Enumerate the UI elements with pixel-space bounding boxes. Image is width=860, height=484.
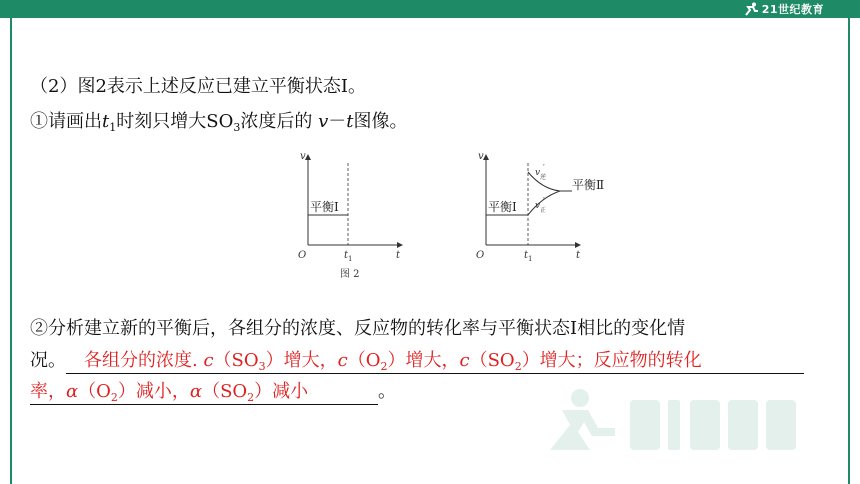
ans1-segment: 各组分的浓度. xyxy=(84,350,198,371)
frame-right-border xyxy=(848,18,850,484)
ans1-segment: c xyxy=(459,350,470,371)
fig1-label: 平衡Ⅰ xyxy=(310,200,339,214)
fig2-v-fwd-prime: ′ xyxy=(543,196,545,205)
figure-2 xyxy=(476,151,604,263)
fig1-y-label: v xyxy=(300,151,306,162)
fig2-v-fwd-sub: 正 xyxy=(540,207,547,214)
ans1-segment: 2 xyxy=(380,360,388,373)
fig2-v-rev: v xyxy=(535,168,541,178)
v-t-figures xyxy=(280,145,620,295)
q1-t-sub: 1 xyxy=(109,121,117,134)
fig2-y-label: v xyxy=(478,151,484,162)
fig1-t1-sub: 1 xyxy=(348,255,353,263)
runner-icon xyxy=(743,2,759,16)
blank-underline-tail xyxy=(360,380,378,405)
answer-line-1 xyxy=(84,349,804,374)
ans2-segment: （O xyxy=(78,381,111,402)
figure-1 xyxy=(298,151,402,280)
ans1-segment: 3 xyxy=(258,360,266,373)
question-line-1 xyxy=(30,75,366,99)
question-line-2 xyxy=(30,110,407,134)
q1-mid: 时刻只增大SO xyxy=(116,111,234,132)
ans1-segment: ）增大， xyxy=(265,350,338,371)
fig2-t1-sub: 1 xyxy=(528,255,533,263)
ans1-segment: ）增大， xyxy=(387,350,460,371)
fig2-label-right: 平衡Ⅱ xyxy=(572,178,605,192)
ans2-segment: α xyxy=(189,381,203,402)
blank-underline-lead xyxy=(66,349,84,374)
ans2-segment: ）减小， xyxy=(117,381,190,402)
q1-mid2: 浓度后的 xyxy=(240,111,313,132)
frame-left-border xyxy=(10,18,12,484)
ans2-segment: 率， xyxy=(30,381,66,402)
ans1-segment: 2 xyxy=(514,360,522,373)
fig1-caption: 图 2 xyxy=(340,269,360,280)
fig2-origin: O xyxy=(476,250,485,261)
fig2-label-left: 平衡Ⅰ xyxy=(488,200,517,214)
fig1-t1: t xyxy=(344,250,349,261)
question-intro: 图2表示上述反应已建立平衡状态Ⅰ。 xyxy=(77,76,367,97)
logo-text: 21世纪教育 xyxy=(761,3,824,16)
fig2-v-rev-sub: 逆 xyxy=(540,174,547,181)
q1-so3-sub: 3 xyxy=(233,121,241,134)
brand-logo xyxy=(743,1,824,17)
question-line-3 xyxy=(30,317,685,341)
fig2-v-fwd: v xyxy=(535,201,541,211)
fig2-x-label: t xyxy=(576,250,581,261)
fig1-x-label: t xyxy=(396,250,401,261)
answer-line-2 xyxy=(30,380,360,405)
fig1-origin: O xyxy=(298,250,307,261)
fig2-v-rev-prime: ′ xyxy=(543,163,545,172)
part-label: （2） xyxy=(30,76,78,97)
q2-line2-start: 况。 xyxy=(30,350,66,371)
q1-v: v xyxy=(318,111,329,132)
q1-end: 图像。 xyxy=(353,111,408,132)
ans1-segment: （O xyxy=(347,350,381,371)
ans1-segment: c xyxy=(337,350,348,371)
question-line-4 xyxy=(30,349,804,374)
fig2-t1: t xyxy=(524,250,529,261)
q1-dash: － xyxy=(328,111,347,132)
watermark-logo xyxy=(540,380,830,470)
ans1-segment: （SO xyxy=(469,350,515,371)
q1-prefix: ①请画出 xyxy=(30,111,102,132)
ans1-segment: ）增大；反应物的转化 xyxy=(521,350,702,371)
ans2-segment: 2 xyxy=(110,391,118,404)
ans1-segment: （SO xyxy=(213,350,259,371)
q2-line1: ②分析建立新的平衡后，各组分的浓度、反应物的转化率与平衡状态Ⅰ相比的变化情 xyxy=(30,318,686,339)
ans1-segment: c xyxy=(197,350,214,371)
ans2-segment: 2 xyxy=(247,391,255,404)
question-line-5 xyxy=(30,380,396,405)
ans2-segment: ）减小 xyxy=(254,381,309,402)
ans2-segment: （SO xyxy=(202,381,248,402)
top-bar-tab xyxy=(710,0,860,18)
ans2-segment: α xyxy=(66,381,79,402)
q1-t2: t xyxy=(346,111,354,132)
q1-t: t xyxy=(102,111,110,132)
q2-end-punct: 。 xyxy=(378,381,396,402)
